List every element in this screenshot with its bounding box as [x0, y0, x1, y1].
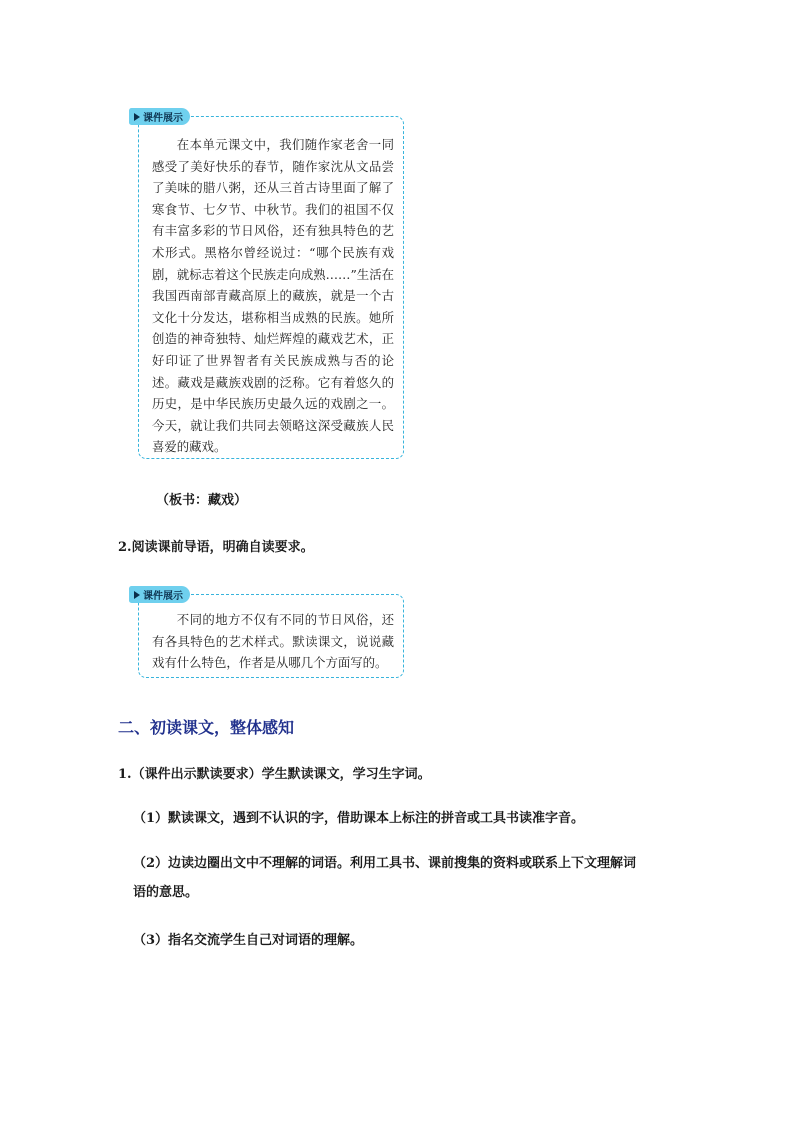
courseware-box-2: [138, 591, 404, 678]
courseware-badge-label: 课件展示: [143, 113, 183, 124]
sub-step-2-continuation: 语的意思。: [133, 885, 199, 900]
step-1: 1.（课件出示默读要求）学生默读课文，学习生字词。: [118, 767, 431, 782]
sub-step-1: （1）默读课文，遇到不认识的字，借助课本上标注的拼音或工具书读准字音。: [133, 811, 585, 826]
sub-step-3: （3）指名交流学生自己对词语的理解。: [133, 933, 364, 948]
board-note: （板书：藏戏）: [156, 493, 248, 508]
sub-step-2: （2）边读边圈出文中不理解的词语。利用工具书、课前搜集的资料或联系上下文理解词: [133, 856, 637, 871]
courseware-badge-label: 课件展示: [143, 591, 183, 602]
courseware-badge: [129, 108, 190, 125]
courseware-text: 不同的地方不仅有不同的节日风俗，还有各具特色的艺术样式。默读课文，说说藏戏有什么特色，作者是从哪几个方面写的。: [152, 612, 394, 671]
courseware-text: 在本单元课文中，我们随作家老舍一同感受了美好快乐的春节，随作家沈从文品尝了美味的腊八粥，还从三首古诗里面了解了寒食节、七夕节、中秋节。我们的祖国不仅有丰富多彩的节日风俗，还有独具特色的艺术形式。黑格尔曾经说过：“哪个民族有戏剧，就标志着这个民族走向成熟……”生活在我国西南部青藏高原上的藏族，就是一个古文化十分发达，堪称相当成熟的民族。她所创造的神奇独特、灿烂辉煌的藏戏艺术，正好印证了世界智者有关民族成熟与否的论述。藏戏是藏族戏剧的泛称。它有着悠久的历史，是中华民族历史最久远的戏剧之一。今天，就让我们共同去领略这深受藏族人民喜爱的藏戏。: [152, 137, 394, 455]
play-triangle-icon: [134, 113, 140, 121]
courseware-badge: [129, 586, 190, 603]
section-heading: 二、初读课文，整体感知: [118, 718, 295, 737]
step-2: 2.阅读课前导语，明确自读要求。: [118, 540, 314, 555]
play-triangle-icon: [134, 591, 140, 599]
courseware-box-1: [138, 113, 404, 459]
